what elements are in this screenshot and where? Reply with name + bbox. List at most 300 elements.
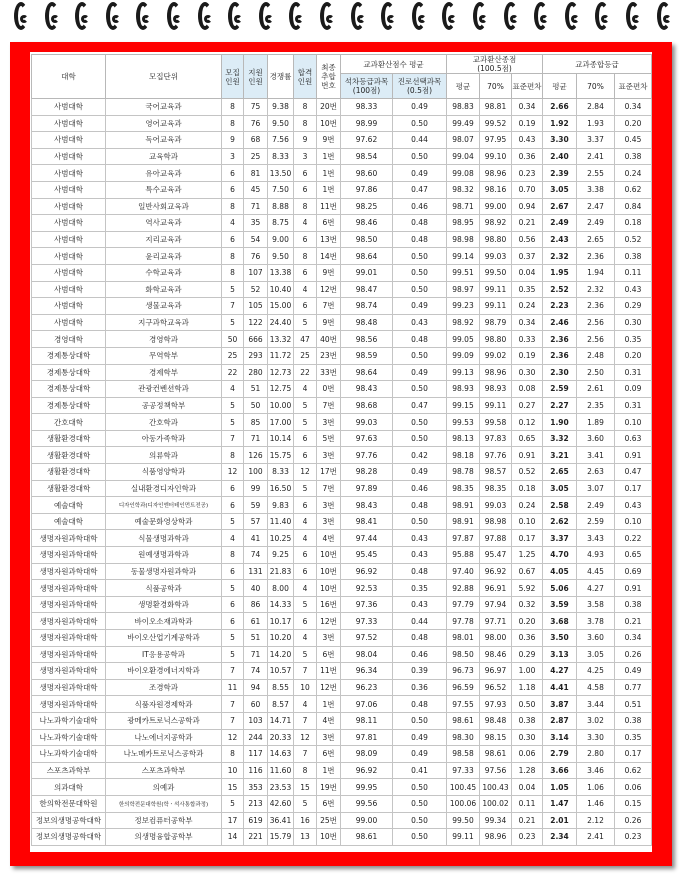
table-row [32, 132, 652, 149]
cell-ratio: 16.50 [268, 480, 294, 497]
table-row [32, 115, 652, 132]
cell-grade-70: 98.93 [480, 381, 512, 398]
cell-grade-sd: 5.92 [512, 580, 543, 597]
table-row [32, 181, 652, 198]
cell-univ: 정보의생명공학대학 [32, 829, 106, 846]
cell-conv-b: 0.43 [393, 547, 447, 564]
cell-unit: 조경학과 [106, 679, 222, 696]
cell-conv-b: 0.47 [393, 181, 447, 198]
cell-univ: 생명자원과학대학 [32, 580, 106, 597]
cell-pass: 6 [294, 497, 317, 514]
cell-grade-sd: 0.50 [512, 696, 543, 713]
cell-comp-sd: 0.38 [615, 248, 652, 265]
cell-grade-70: 97.76 [480, 447, 512, 464]
cell-apply: 75 [244, 99, 268, 116]
cell-unit: 국어교육과 [106, 99, 222, 116]
cell-comp-avg: 2.52 [543, 281, 577, 298]
cell-ratio: 24.40 [268, 314, 294, 331]
cell-quota: 3 [222, 148, 244, 165]
table-row [32, 364, 652, 381]
cell-grade-avg: 100.06 [447, 795, 480, 812]
cell-univ: 사범대학 [32, 231, 106, 248]
cell-apply: 100 [244, 464, 268, 481]
cell-comp-70: 3.07 [577, 480, 615, 497]
cell-grade-avg: 96.59 [447, 679, 480, 696]
binder-ring-icon [504, 2, 518, 30]
cell-final: 1번 [317, 181, 341, 198]
cell-comp-avg: 3.14 [543, 729, 577, 746]
cell-final: 6번 [317, 795, 341, 812]
cell-comp-sd: 0.51 [615, 696, 652, 713]
cell-comp-avg: 3.68 [543, 613, 577, 630]
cell-grade-70: 99.03 [480, 248, 512, 265]
cell-grade-sd: 0.94 [512, 198, 543, 215]
cell-comp-70: 2.49 [577, 497, 615, 514]
cell-pass: 9 [294, 132, 317, 149]
table-row [32, 198, 652, 215]
cell-univ: 생명자원과학대학 [32, 530, 106, 547]
cell-grade-70: 97.56 [480, 762, 512, 779]
cell-comp-70: 2.61 [577, 381, 615, 398]
table-row [32, 812, 652, 829]
cell-quota: 8 [222, 547, 244, 564]
cell-pass: 5 [294, 397, 317, 414]
cell-grade-sd: 0.17 [512, 530, 543, 547]
cell-comp-70: 3.58 [577, 596, 615, 613]
table-row [32, 99, 652, 116]
cell-unit: 윤리교육과 [106, 248, 222, 265]
cell-unit: 공공정책학부 [106, 397, 222, 414]
header-ratio: 경쟁률 [268, 55, 294, 99]
cell-comp-sd: 0.62 [615, 181, 652, 198]
header-grade-70: 70% [480, 74, 512, 99]
cell-comp-avg: 2.79 [543, 746, 577, 763]
cell-pass: 6 [294, 181, 317, 198]
cell-final: 11번 [317, 198, 341, 215]
cell-final: 7번 [317, 298, 341, 315]
cell-grade-avg: 98.71 [447, 198, 480, 215]
cell-pass: 25 [294, 347, 317, 364]
cell-pass: 6 [294, 264, 317, 281]
cell-grade-70: 96.52 [480, 679, 512, 696]
cell-unit: 식품공학과 [106, 580, 222, 597]
cell-grade-sd: 0.24 [512, 497, 543, 514]
cell-final: 7번 [317, 480, 341, 497]
cell-univ: 경제통상대학 [32, 364, 106, 381]
table-row [32, 563, 652, 580]
cell-unit: 의생명융합공학부 [106, 829, 222, 846]
cell-quota: 4 [222, 215, 244, 232]
cell-quota: 6 [222, 231, 244, 248]
cell-pass: 4 [294, 281, 317, 298]
binder-ring-icon [167, 2, 181, 30]
cell-apply: 51 [244, 630, 268, 647]
cell-conv-b: 0.35 [393, 580, 447, 597]
cell-comp-70: 2.80 [577, 746, 615, 763]
cell-comp-avg: 4.70 [543, 547, 577, 564]
cell-comp-avg: 2.46 [543, 314, 577, 331]
red-frame [10, 42, 672, 866]
cell-conv-a: 98.43 [341, 497, 393, 514]
cell-final: 40번 [317, 331, 341, 348]
cell-quota: 25 [222, 347, 244, 364]
cell-comp-avg: 4.27 [543, 663, 577, 680]
cell-apply: 105 [244, 298, 268, 315]
cell-comp-sd: 0.47 [615, 464, 652, 481]
cell-grade-avg: 99.50 [447, 812, 480, 829]
cell-comp-sd: 0.31 [615, 364, 652, 381]
table-row [32, 596, 652, 613]
cell-grade-70: 98.79 [480, 314, 512, 331]
cell-ratio: 10.17 [268, 613, 294, 630]
cell-apply: 94 [244, 679, 268, 696]
cell-comp-sd: 0.35 [615, 729, 652, 746]
cell-unit: 바이오환경에너지학과 [106, 663, 222, 680]
cell-unit: 광메카트로닉스공학과 [106, 712, 222, 729]
cell-univ: 간호대학 [32, 414, 106, 431]
cell-comp-70: 3.60 [577, 630, 615, 647]
cell-apply: 71 [244, 646, 268, 663]
cell-grade-sd: 0.30 [512, 729, 543, 746]
cell-unit: 일반사회교육과 [106, 198, 222, 215]
admission-results-table [31, 54, 652, 846]
cell-conv-a: 97.06 [341, 696, 393, 713]
cell-comp-avg: 1.90 [543, 414, 577, 431]
cell-apply: 131 [244, 563, 268, 580]
cell-ratio: 14.20 [268, 646, 294, 663]
cell-conv-b: 0.41 [393, 762, 447, 779]
cell-unit: 예술문화영상학과 [106, 513, 222, 530]
cell-grade-70: 99.02 [480, 347, 512, 364]
cell-conv-b: 0.50 [393, 812, 447, 829]
cell-ratio: 10.14 [268, 430, 294, 447]
cell-apply: 122 [244, 314, 268, 331]
cell-final: 3번 [317, 497, 341, 514]
cell-grade-avg: 99.53 [447, 414, 480, 431]
cell-univ: 한의학전문대학원 [32, 795, 106, 812]
cell-quota: 22 [222, 364, 244, 381]
cell-final: 20번 [317, 99, 341, 116]
cell-comp-sd: 0.17 [615, 480, 652, 497]
cell-grade-70: 99.11 [480, 298, 512, 315]
cell-quota: 8 [222, 248, 244, 265]
cell-grade-70: 96.91 [480, 580, 512, 597]
cell-conv-b: 0.50 [393, 381, 447, 398]
cell-comp-sd: 0.23 [615, 829, 652, 846]
cell-grade-avg: 97.87 [447, 530, 480, 547]
cell-unit: 간호학과 [106, 414, 222, 431]
binder-ring-icon [198, 2, 212, 30]
cell-comp-avg: 3.21 [543, 447, 577, 464]
cell-comp-avg: 2.34 [543, 829, 577, 846]
cell-comp-70: 1.89 [577, 414, 615, 431]
cell-comp-70: 2.32 [577, 281, 615, 298]
cell-apply: 76 [244, 115, 268, 132]
cell-comp-70: 4.27 [577, 580, 615, 597]
cell-ratio: 11.40 [268, 513, 294, 530]
cell-conv-b: 0.46 [393, 198, 447, 215]
cell-conv-b: 0.50 [393, 248, 447, 265]
cell-grade-sd: 0.21 [512, 215, 543, 232]
cell-ratio: 15.79 [268, 829, 294, 846]
cell-comp-avg: 3.05 [543, 480, 577, 497]
cell-grade-70: 99.58 [480, 414, 512, 431]
cell-grade-avg: 98.93 [447, 381, 480, 398]
cell-final: 12번 [317, 679, 341, 696]
cell-grade-70: 95.47 [480, 547, 512, 564]
binder-ring-icon [626, 2, 640, 30]
binder-ring-icon [106, 2, 120, 30]
cell-grade-avg: 97.40 [447, 563, 480, 580]
cell-univ: 생활환경대학 [32, 430, 106, 447]
cell-pass: 6 [294, 231, 317, 248]
table-sheet [30, 52, 652, 852]
cell-comp-70: 2.56 [577, 314, 615, 331]
cell-grade-sd: 0.36 [512, 148, 543, 165]
cell-grade-sd: 0.29 [512, 646, 543, 663]
cell-final: 3번 [317, 630, 341, 647]
cell-apply: 54 [244, 231, 268, 248]
cell-ratio: 17.00 [268, 414, 294, 431]
cell-univ: 생명자원과학대학 [32, 679, 106, 696]
cell-grade-avg: 98.30 [447, 729, 480, 746]
cell-grade-avg: 97.79 [447, 596, 480, 613]
cell-grade-avg: 98.32 [447, 181, 480, 198]
cell-comp-avg: 3.59 [543, 596, 577, 613]
cell-conv-a: 95.45 [341, 547, 393, 564]
cell-ratio: 7.50 [268, 181, 294, 198]
cell-conv-a: 98.28 [341, 464, 393, 481]
header-univ: 대학 [32, 55, 106, 99]
cell-comp-70: 2.41 [577, 148, 615, 165]
cell-grade-70: 99.52 [480, 115, 512, 132]
table-row [32, 779, 652, 796]
cell-grade-avg: 99.51 [447, 264, 480, 281]
cell-quota: 8 [222, 198, 244, 215]
table-row [32, 148, 652, 165]
cell-unit: 지리교육과 [106, 231, 222, 248]
cell-comp-70: 2.35 [577, 397, 615, 414]
cell-grade-sd: 1.25 [512, 547, 543, 564]
cell-quota: 7 [222, 298, 244, 315]
cell-univ: 예술대학 [32, 513, 106, 530]
cell-ratio: 8.33 [268, 148, 294, 165]
cell-conv-a: 99.00 [341, 812, 393, 829]
cell-univ: 사범대학 [32, 148, 106, 165]
cell-apply: 76 [244, 248, 268, 265]
cell-grade-avg: 96.73 [447, 663, 480, 680]
cell-grade-70: 100.02 [480, 795, 512, 812]
cell-apply: 40 [244, 580, 268, 597]
cell-grade-70: 98.81 [480, 99, 512, 116]
cell-comp-sd: 0.29 [615, 298, 652, 315]
cell-pass: 8 [294, 198, 317, 215]
cell-grade-avg: 100.45 [447, 779, 480, 796]
cell-apply: 99 [244, 480, 268, 497]
binder-ring-icon [259, 2, 273, 30]
cell-grade-avg: 98.83 [447, 99, 480, 116]
cell-final: 9번 [317, 264, 341, 281]
cell-pass: 8 [294, 248, 317, 265]
cell-pass: 22 [294, 364, 317, 381]
cell-unit: 식품영양학과 [106, 464, 222, 481]
binder-ring-icon [320, 2, 334, 30]
cell-apply: 35 [244, 215, 268, 232]
cell-quota: 12 [222, 729, 244, 746]
cell-grade-avg: 99.49 [447, 115, 480, 132]
table-body [32, 99, 652, 846]
cell-grade-70: 98.16 [480, 181, 512, 198]
cell-apply: 213 [244, 795, 268, 812]
cell-unit: 역사교육과 [106, 215, 222, 232]
binder-ring-icon [381, 2, 395, 30]
cell-grade-avg: 98.61 [447, 712, 480, 729]
cell-comp-sd: 0.22 [615, 530, 652, 547]
cell-final: 10번 [317, 547, 341, 564]
cell-quota: 50 [222, 331, 244, 348]
cell-pass: 6 [294, 613, 317, 630]
cell-ratio: 9.38 [268, 99, 294, 116]
cell-conv-b: 0.50 [393, 779, 447, 796]
cell-comp-avg: 3.32 [543, 430, 577, 447]
cell-quota: 7 [222, 696, 244, 713]
cell-final: 16번 [317, 596, 341, 613]
cell-final: 6번 [317, 746, 341, 763]
cell-comp-sd: 0.11 [615, 264, 652, 281]
cell-ratio: 7.56 [268, 132, 294, 149]
cell-final: 11번 [317, 663, 341, 680]
cell-quota: 6 [222, 596, 244, 613]
cell-quota: 5 [222, 281, 244, 298]
cell-comp-avg: 2.23 [543, 298, 577, 315]
cell-ratio: 20.33 [268, 729, 294, 746]
cell-comp-avg: 3.05 [543, 181, 577, 198]
cell-univ: 사범대학 [32, 248, 106, 265]
cell-apply: 61 [244, 613, 268, 630]
cell-ratio: 13.50 [268, 165, 294, 182]
cell-univ: 사범대학 [32, 99, 106, 116]
cell-univ: 사범대학 [32, 215, 106, 232]
cell-conv-a: 99.01 [341, 264, 393, 281]
cell-apply: 60 [244, 696, 268, 713]
binder-ring-icon [351, 2, 365, 30]
cell-unit: 나노메카트로닉스공학과 [106, 746, 222, 763]
cell-unit: 식물생명과학과 [106, 530, 222, 547]
cell-ratio: 10.20 [268, 630, 294, 647]
cell-comp-70: 2.47 [577, 198, 615, 215]
cell-comp-sd: 0.06 [615, 779, 652, 796]
table-row [32, 762, 652, 779]
cell-quota: 6 [222, 497, 244, 514]
cell-grade-avg: 98.18 [447, 447, 480, 464]
cell-quota: 5 [222, 580, 244, 597]
cell-ratio: 8.33 [268, 464, 294, 481]
cell-pass: 5 [294, 646, 317, 663]
cell-ratio: 10.25 [268, 530, 294, 547]
cell-univ: 사범대학 [32, 198, 106, 215]
cell-univ: 경영대학 [32, 331, 106, 348]
cell-grade-avg: 98.07 [447, 132, 480, 149]
cell-apply: 666 [244, 331, 268, 348]
cell-grade-avg: 99.05 [447, 331, 480, 348]
cell-conv-a: 98.50 [341, 231, 393, 248]
cell-comp-avg: 2.36 [543, 331, 577, 348]
cell-pass: 5 [294, 596, 317, 613]
cell-grade-avg: 98.91 [447, 513, 480, 530]
cell-univ: 경제통상대학 [32, 347, 106, 364]
cell-conv-b: 0.39 [393, 663, 447, 680]
cell-final: 10번 [317, 829, 341, 846]
cell-final: 10번 [317, 563, 341, 580]
cell-grade-avg: 98.97 [447, 281, 480, 298]
cell-pass: 4 [294, 513, 317, 530]
cell-comp-70: 1.94 [577, 264, 615, 281]
cell-conv-a: 97.63 [341, 430, 393, 447]
cell-quota: 8 [222, 99, 244, 116]
cell-comp-sd: 0.26 [615, 646, 652, 663]
cell-pass: 12 [294, 729, 317, 746]
cell-grade-sd: 0.43 [512, 132, 543, 149]
cell-grade-sd: 0.12 [512, 414, 543, 431]
cell-ratio: 15.00 [268, 298, 294, 315]
cell-grade-70: 98.00 [480, 630, 512, 647]
cell-final: 1번 [317, 148, 341, 165]
cell-unit: 생명환경화학과 [106, 596, 222, 613]
cell-comp-avg: 1.92 [543, 115, 577, 132]
cell-conv-b: 0.36 [393, 679, 447, 696]
cell-unit: 스포츠과학부 [106, 762, 222, 779]
cell-univ: 생활환경대학 [32, 464, 106, 481]
cell-grade-70: 97.83 [480, 430, 512, 447]
cell-comp-70: 3.30 [577, 729, 615, 746]
cell-conv-b: 0.44 [393, 613, 447, 630]
cell-comp-avg: 3.50 [543, 630, 577, 647]
cell-conv-a: 96.34 [341, 663, 393, 680]
cell-grade-70: 98.98 [480, 513, 512, 530]
cell-conv-a: 98.68 [341, 397, 393, 414]
cell-grade-sd: 0.19 [512, 115, 543, 132]
cell-pass: 4 [294, 696, 317, 713]
cell-grade-avg: 99.14 [447, 248, 480, 265]
cell-apply: 81 [244, 165, 268, 182]
cell-pass: 6 [294, 547, 317, 564]
cell-ratio: 8.55 [268, 679, 294, 696]
cell-quota: 4 [222, 530, 244, 547]
cell-apply: 52 [244, 281, 268, 298]
cell-conv-a: 98.61 [341, 829, 393, 846]
cell-pass: 4 [294, 530, 317, 547]
cell-comp-sd: 0.77 [615, 679, 652, 696]
table-row [32, 829, 652, 846]
cell-comp-avg: 3.37 [543, 530, 577, 547]
cell-comp-avg: 4.41 [543, 679, 577, 696]
cell-quota: 7 [222, 712, 244, 729]
table-row [32, 215, 652, 232]
cell-univ: 나노과학기술대학 [32, 729, 106, 746]
cell-conv-a: 98.09 [341, 746, 393, 763]
cell-conv-b: 0.48 [393, 231, 447, 248]
cell-final: 3번 [317, 513, 341, 530]
table-row [32, 347, 652, 364]
cell-conv-b: 0.50 [393, 148, 447, 165]
cell-pass: 12 [294, 464, 317, 481]
cell-ratio: 23.53 [268, 779, 294, 796]
cell-grade-avg: 98.58 [447, 746, 480, 763]
cell-grade-70: 100.43 [480, 779, 512, 796]
cell-comp-sd: 0.91 [615, 580, 652, 597]
cell-grade-sd: 0.70 [512, 181, 543, 198]
cell-grade-70: 99.11 [480, 397, 512, 414]
